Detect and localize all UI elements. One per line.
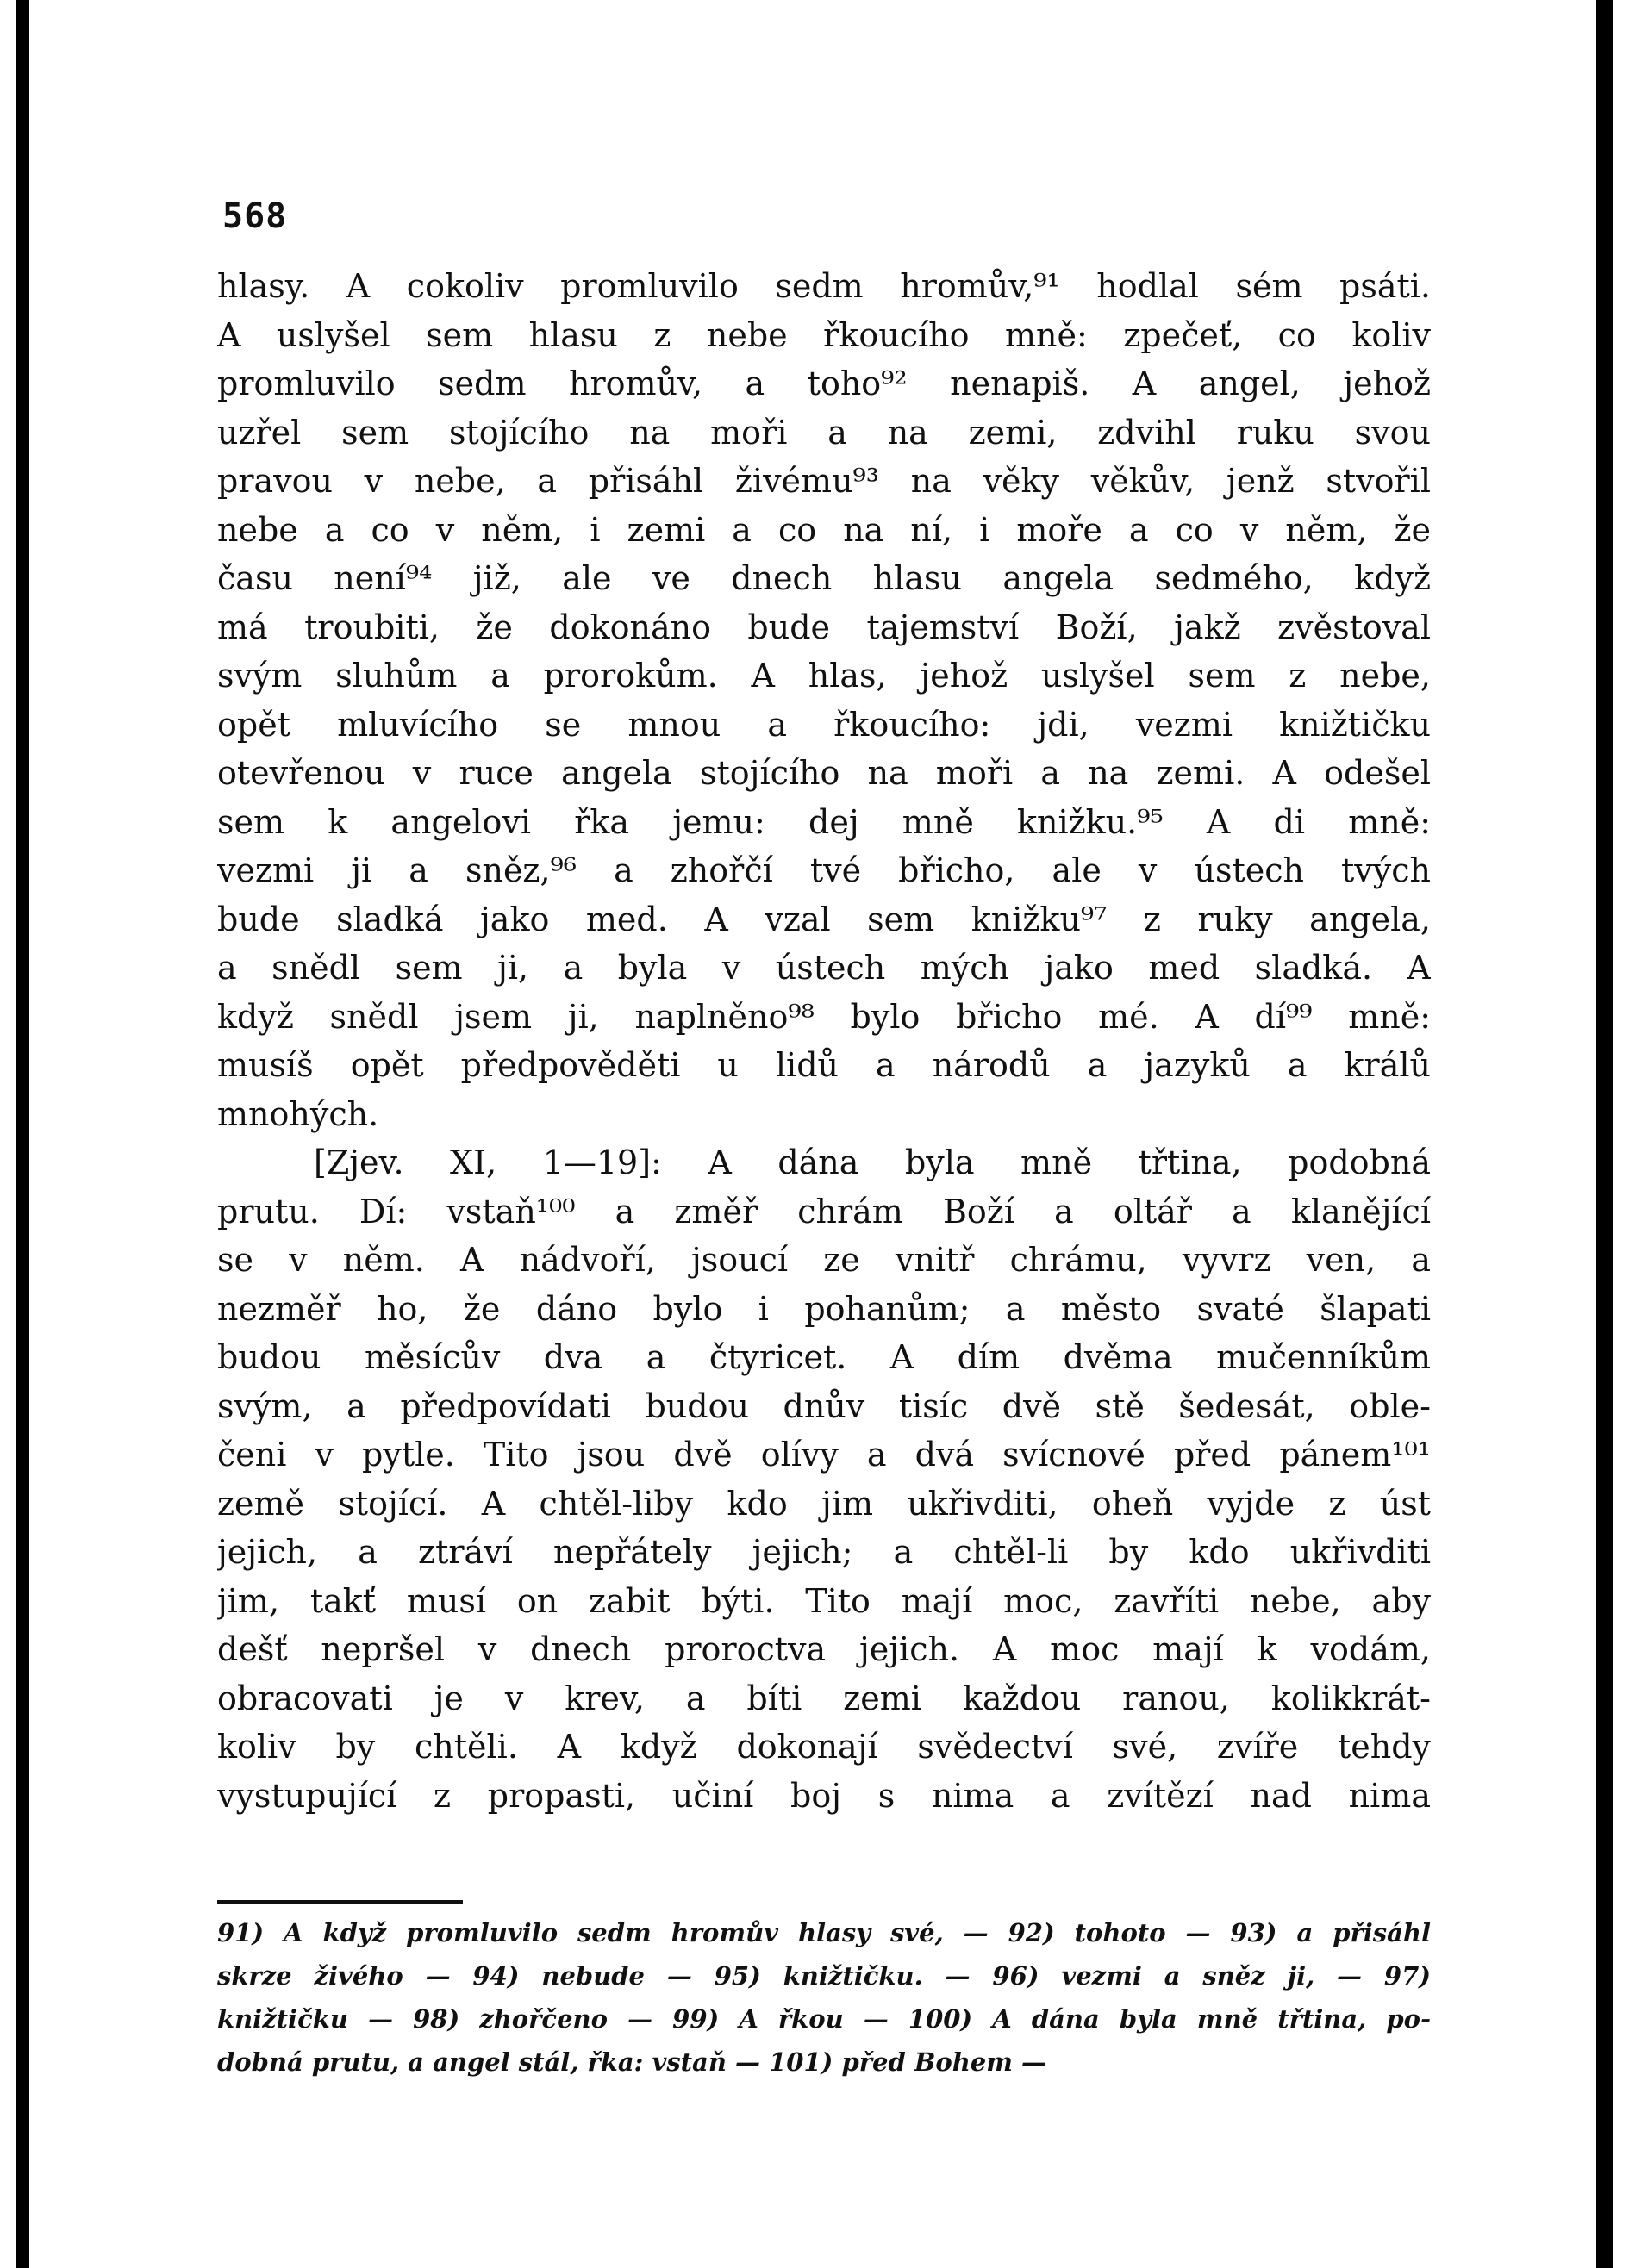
text-line: sem k angelovi řka jemu: dej mně knižku.⁹⁵ A di mně:: [217, 802, 1431, 841]
text-line: svým sluhům a prorokům. A hlas, jehož uslyšel sem z nebe,: [217, 657, 1431, 695]
text-line: A uslyšel sem hlasu z nebe řkoucího mně: zpečeť, co koliv: [217, 315, 1431, 354]
text-line: dešť nepršel v dnech proroctva jejich. A moc mají k vodám,: [217, 1630, 1431, 1668]
text-line: svým, a předpovídati budou dnův tisíc dvě stě šedesát, oble-: [217, 1386, 1431, 1425]
text-line: jim, takť musí on zabit býti. Tito mají moc, zavříti nebe, aby: [217, 1581, 1431, 1620]
text-line: otevřenou v ruce angela stojícího na moři a na zemi. A odešel: [217, 754, 1431, 792]
text-line: hlasy. A cokoliv promluvilo sedm hromův,⁹¹ hodlal sém psáti.: [217, 267, 1431, 305]
text-line: když snědl jsem ji, naplněno⁹⁸ bylo břicho mé. A dí⁹⁹ mně:: [217, 997, 1431, 1036]
footnotes: [217, 1911, 1431, 2084]
text-line-paragraph-start: [Zjev. XI, 1—19]: A dána byla mně třtina, podobná: [314, 1143, 1431, 1181]
text-line: vystupující z propasti, učiní boj s nima a zvítězí nad nima: [217, 1776, 1431, 1815]
footnote-line: skrze živého — 94) nebude — 95) knižtičku. — 96) vezmi a sněz ji, — 97): [217, 1961, 1431, 1991]
text-line: prutu. Dí: vstaň¹⁰⁰ a změř chrám Boží a oltář a klanějící: [217, 1192, 1431, 1231]
footnote-line: knižtičku — 98) zhořčeno — 99) A řkou — 100) A dána byla mně třtina, po-: [217, 2004, 1431, 2034]
body-text: [217, 262, 1431, 1820]
text-line: opět mluvícího se mnou a řkoucího: jdi, vezmi knižtičku: [217, 705, 1431, 744]
text-line: nezměř ho, že dáno bylo i pohanům; a město svaté šlapati: [217, 1289, 1431, 1328]
text-line: uzřel sem stojícího na moři a na zemi, zdvihl ruku svou: [217, 413, 1431, 452]
text-line: nebe a co v něm, i zemi a co na ní, i moře a co v něm, že: [217, 510, 1431, 549]
footnote-line: 91) A když promluvilo sedm hromův hlasy své, — 92) tohoto — 93) a přisáhl: [217, 1918, 1431, 1947]
footnote-rule: [217, 1900, 463, 1904]
scan-border-left: [16, 0, 29, 2268]
text-line: mnohých.: [217, 1094, 379, 1133]
text-line: pravou v nebe, a přisáhl živému⁹³ na věky věkův, jenž stvořil: [217, 462, 1431, 500]
text-line: musíš opět předpověděti u lidů a národů a jazyků a králů: [217, 1046, 1431, 1084]
page-number: 568: [222, 196, 288, 236]
text-line: a snědl sem ji, a byla v ústech mých jako med sladká. A: [217, 949, 1431, 987]
text-line: promluvilo sedm hromův, a toho⁹² nenapiš. A angel, jehož: [217, 364, 1431, 402]
text-line: bude sladká jako med. A vzal sem knižku⁹⁷ z ruky angela,: [217, 900, 1431, 938]
footnote-line: dobná prutu, a angel stál, řka: vstaň — 101) před Bohem —: [217, 2047, 1047, 2077]
text-line: koliv by chtěli. A když dokonají svědectví své, zvíře tehdy: [217, 1728, 1431, 1766]
text-line: země stojící. A chtěl-liby kdo jim ukřivditi, oheň vyjde z úst: [217, 1484, 1431, 1523]
text-line: má troubiti, že dokonáno bude tajemství Boží, jakž zvěstoval: [217, 608, 1431, 646]
scan-border-right: [1596, 0, 1613, 2268]
text-line: vezmi ji a sněz,⁹⁶ a zhořčí tvé břicho, ale v ústech tvých: [217, 851, 1431, 889]
text-line: budou měsícův dva a čtyricet. A dím dvěma mučenníkům: [217, 1338, 1431, 1376]
text-line: čeni v pytle. Tito jsou dvě olívy a dvá svícnové před pánem¹⁰¹: [217, 1436, 1431, 1474]
text-line: jejich, a ztráví nepřátely jejich; a chtěl-li by kdo ukřivditi: [217, 1533, 1431, 1571]
text-line: se v něm. A nádvoří, jsoucí ze vnitř chrámu, vyvrz ven, a: [217, 1241, 1431, 1279]
text-line: času není⁹⁴ již, ale ve dnech hlasu angela sedmého, když: [217, 559, 1431, 597]
text-line: obracovati je v krev, a bíti zemi každou ranou, kolikkrát-: [217, 1679, 1431, 1717]
